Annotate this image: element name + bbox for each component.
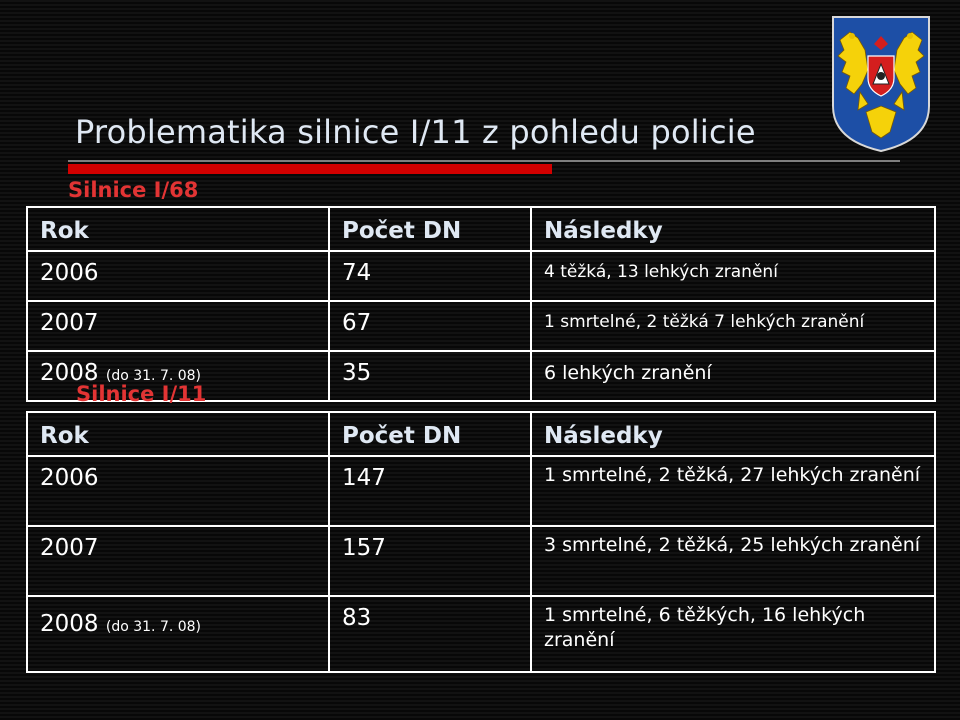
table-row <box>27 301 935 351</box>
page-title: Problematika silnice I/11 z pohledu policie <box>75 113 756 151</box>
consequences-cell: 1 smrtelné, 6 těžkých, 16 lehkých zranění <box>531 596 935 672</box>
title-divider <box>68 160 900 162</box>
accident-table-i68 <box>26 206 936 402</box>
table-header-row <box>27 412 935 456</box>
header-count: Počet DN <box>329 207 531 251</box>
header-consequences: Následky <box>531 207 935 251</box>
consequences-cell: 1 smrtelné, 2 těžká 7 lehkých zranění <box>531 301 935 351</box>
consequences-cell: 1 smrtelné, 2 těžká, 27 lehkých zranění <box>531 456 935 526</box>
header-consequences: Následky <box>531 412 935 456</box>
count-cell: 35 <box>329 351 531 401</box>
section-label-i11: Silnice I/11 <box>76 382 207 406</box>
table-header-row <box>27 207 935 251</box>
count-cell: 147 <box>329 456 531 526</box>
year-note: (do 31. 7. 08) <box>105 619 202 635</box>
year-value: 2007 <box>40 310 99 336</box>
table-row <box>27 251 935 301</box>
count-cell: 67 <box>329 301 531 351</box>
coat-of-arms-emblem <box>830 14 932 154</box>
consequences-cell: 4 těžká, 13 lehkých zranění <box>531 251 935 301</box>
year-cell <box>27 596 329 672</box>
header-year: Rok <box>27 207 329 251</box>
consequences-cell: 3 smrtelné, 2 těžká, 25 lehkých zranění <box>531 526 935 596</box>
table-row <box>27 596 935 672</box>
year-value: 2006 <box>40 465 99 491</box>
count-cell: 74 <box>329 251 531 301</box>
accident-table-i11 <box>26 411 936 673</box>
table-row <box>27 456 935 526</box>
year-cell <box>27 456 329 526</box>
year-cell <box>27 526 329 596</box>
year-value: 2007 <box>40 535 99 561</box>
table-row <box>27 526 935 596</box>
year-note: (do 31. 7. 08) <box>105 368 202 384</box>
year-cell <box>27 251 329 301</box>
count-cell: 83 <box>329 596 531 672</box>
title-accent-bar <box>68 164 552 174</box>
header-count: Počet DN <box>329 412 531 456</box>
header-year: Rok <box>27 412 329 456</box>
year-cell <box>27 301 329 351</box>
year-value: 2008 <box>40 360 99 386</box>
year-value: 2008 <box>40 611 99 637</box>
count-cell: 157 <box>329 526 531 596</box>
section-label-i68: Silnice I/68 <box>68 178 199 202</box>
year-value: 2006 <box>40 260 99 286</box>
consequences-cell: 6 lehkých zranění <box>531 351 935 401</box>
